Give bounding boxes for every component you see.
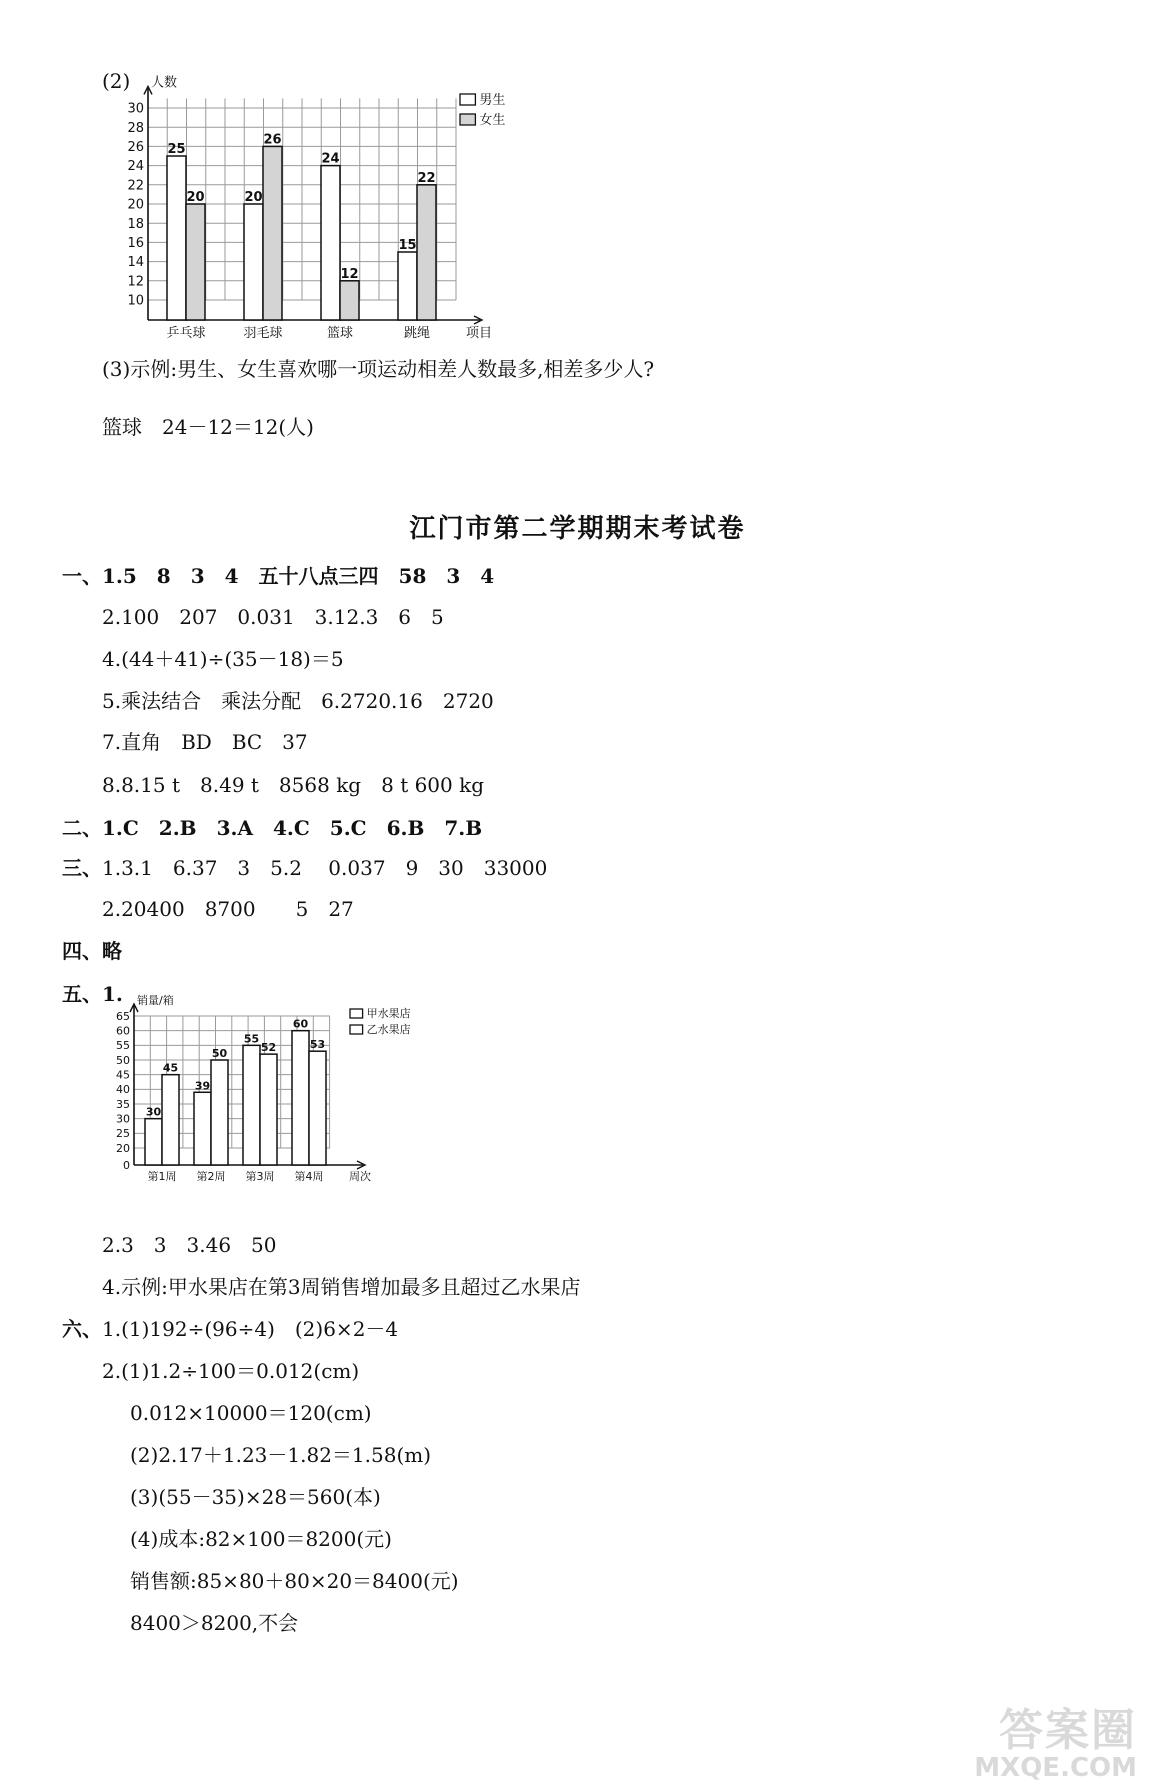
y-tick-label: 40 [116,1083,130,1097]
y-tick-label: 50 [116,1053,130,1067]
y-tick-label: 10 [127,293,144,309]
legend-label: 乙水果店 [366,1023,411,1036]
y-tick-label: 14 [127,255,144,271]
y-tick-label: 30 [127,101,144,117]
bar [292,1031,309,1165]
x-axis-label: 周次 [349,1170,371,1183]
bar-value-label: 52 [260,1041,277,1055]
chart-fruit-sales [118,982,518,1222]
section-prefix: 二、 [62,816,102,840]
x-tick-label: 篮球 [326,326,354,341]
bar-value-label: 25 [167,142,186,157]
x-tick-label: 乒乓球 [166,326,206,341]
bar-value-label: 20 [244,190,263,205]
bar-value-label: 50 [211,1047,228,1060]
answer-line: 销售额:85×80＋80×20＝8400(元) [130,1569,459,1593]
watermark-logo: 答案圈 [999,1705,1137,1756]
answer-line: 8.8.15 t 8.49 t 8568 kg 8 t 600 kg [102,773,485,797]
answer-line [62,1316,398,1342]
legend-swatch [350,1025,363,1034]
bar [194,1092,211,1165]
bar-value-label: 20 [186,190,205,205]
bar [167,156,186,320]
chart-sports-preference [100,62,560,382]
answer-text: 1. [102,982,123,1006]
answer-text: 1.(1)192÷(96÷4) (2)6×2－4 [102,1317,399,1341]
answer-3: 篮球 24－12＝12(人) [102,415,314,439]
bar-value-label: 24 [321,151,340,167]
bar [145,1119,162,1165]
y-tick-label: 18 [127,216,144,232]
answer-line: 8400＞8200,不会 [130,1611,299,1635]
answer-line: 2.(1)1.2÷100＝0.012(cm) [102,1359,360,1383]
y-tick-label: 35 [116,1097,130,1111]
answer-line: 4.(44＋41)÷(35－18)＝5 [102,647,344,671]
y-tick-label: 12 [127,274,144,290]
bar-value-label: 60 [292,1017,309,1031]
bar [321,166,340,320]
answer-line: (2)2.17＋1.23－1.82＝1.58(m) [130,1443,432,1467]
bar [260,1054,277,1165]
bar-value-label: 26 [263,132,282,148]
section-prefix: 四、 [62,939,102,963]
bar-value-label: 53 [309,1038,326,1052]
question-3: (3)示例:男生、女生喜欢哪一项运动相差人数最多,相差多少人? [102,357,655,381]
legend-label: 甲水果店 [366,1007,411,1020]
legend-swatch [460,114,475,125]
y-tick-label: 65 [116,1009,130,1023]
answer-line: 5.乘法结合 乘法分配 6.2720.16 2720 [102,689,494,713]
x-tick-label: 第4周 [294,1170,324,1183]
x-tick-label: 第3周 [245,1170,275,1183]
bar [162,1075,179,1165]
answer-line [62,855,547,881]
y-axis-label: 销量/箱 [137,994,174,1007]
bar [211,1060,228,1165]
answer-line [62,981,123,1007]
part-label: (2) [102,69,131,93]
bar-value-label: 30 [145,1105,162,1119]
bar [186,204,205,320]
answer-line: 2.20400 8700 5 27 [102,897,354,921]
bar [398,252,417,320]
bar [244,204,263,320]
legend-swatch [460,94,475,105]
answer-text: 1.C 2.B 3.A 4.C 5.C 6.B 7.B [102,816,483,840]
bar-value-label: 22 [417,170,436,186]
x-axis-label: 项目 [466,326,493,341]
answer-line [62,815,482,841]
y-tick-label: 30 [116,1112,130,1126]
answer-text: 略 [102,939,122,963]
section-prefix: 三、 [62,856,102,880]
answer-text: 1.5 8 3 4 五十八点三四 58 3 4 [102,564,495,588]
answer-line: (3)(55－35)×28＝560(本) [130,1485,381,1509]
y-tick-label: 55 [116,1039,130,1053]
bar-value-label: 45 [162,1061,179,1075]
y-tick-label: 45 [116,1068,130,1082]
watermark [974,1705,1137,1783]
y-tick-label: 24 [127,159,144,175]
legend-swatch [350,1009,363,1018]
y-tick-label: 26 [127,139,144,155]
y-tick-label: 20 [127,197,144,213]
y-tick-label: 28 [127,120,144,136]
bar [263,146,282,320]
answer-line [62,563,494,589]
bar-value-label: 55 [243,1032,260,1046]
y-tick-label: 20 [116,1141,130,1155]
y-tick-label: 60 [116,1024,130,1038]
answer-line: 4.示例:甲水果店在第3周销售增加最多且超过乙水果店 [102,1275,581,1299]
bar [309,1051,326,1165]
section-prefix: 六、 [62,1317,102,1341]
answer-line: 2.100 207 0.031 3.12.3 6 5 [102,605,444,629]
answer-line: (4)成本:82×100＝8200(元) [130,1527,392,1551]
answer-line: 2.3 3 3.46 50 [102,1233,277,1257]
y-tick-label: 25 [116,1127,130,1141]
answer-line [62,938,122,964]
x-tick-label: 第2周 [196,1170,226,1183]
section-title: 江门市第二学期期末考试卷 [409,514,746,544]
bar-value-label: 39 [194,1079,211,1093]
y-axis-label: 人数 [151,75,178,91]
legend-label: 男生 [479,93,506,108]
y-tick-label: 0 [123,1158,130,1172]
bar [243,1045,260,1165]
watermark-site: MXQE.COM [974,1753,1137,1783]
answer-line: 7.直角 BD BC 37 [102,730,308,754]
answer-text: 1.3.1 6.37 3 5.2 0.037 9 30 33000 [102,856,548,880]
answer-line: 0.012×10000＝120(cm) [130,1401,372,1425]
x-tick-label: 羽毛球 [243,326,283,341]
legend-label: 女生 [479,113,506,128]
section-prefix: 一、 [62,564,102,588]
y-tick-label: 22 [127,178,144,194]
section-prefix: 五、 [62,982,102,1006]
bar-value-label: 12 [340,266,359,282]
x-tick-label: 跳绳 [403,326,431,341]
y-tick-label: 16 [127,235,144,251]
bar [340,281,359,320]
bar [417,185,436,320]
x-tick-label: 第1周 [147,1170,177,1183]
bar-value-label: 15 [398,238,417,253]
